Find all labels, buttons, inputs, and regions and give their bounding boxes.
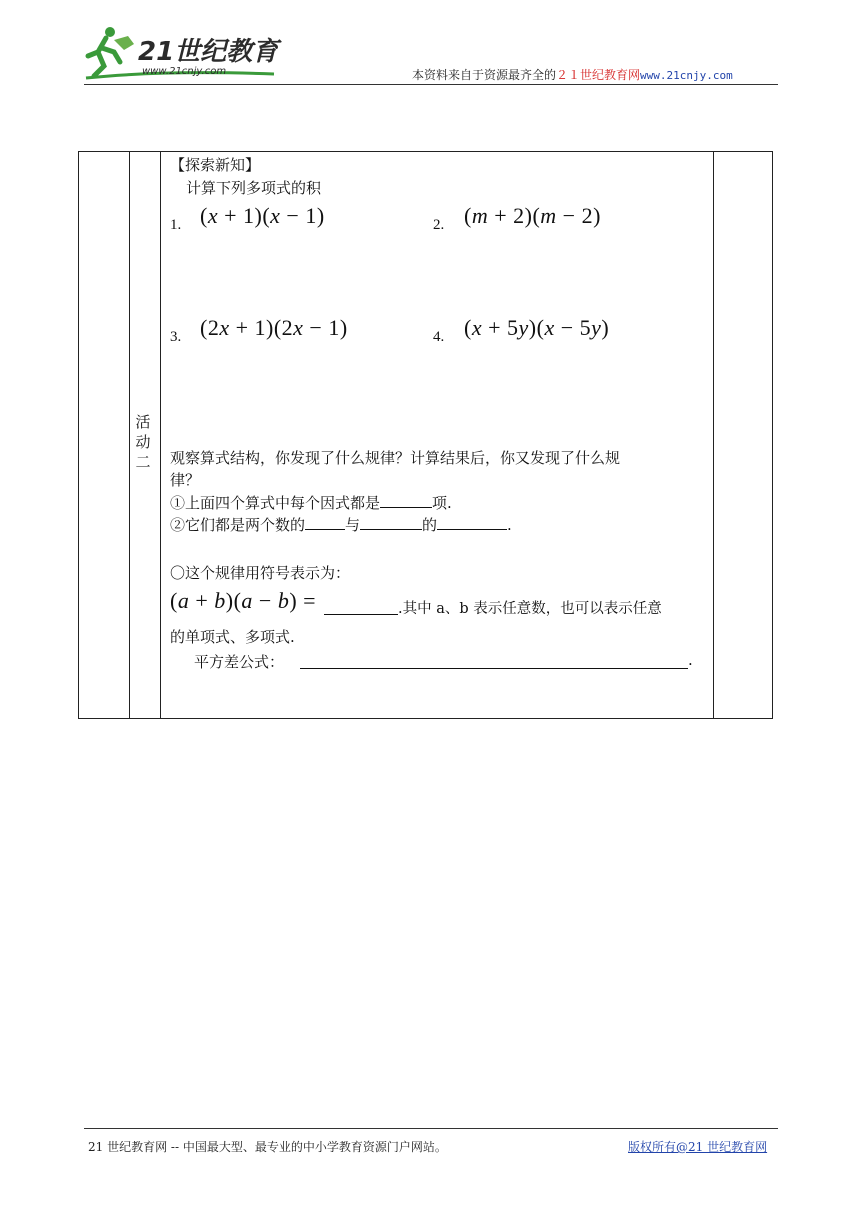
- logo-wordmark: 21世纪教育: [138, 37, 279, 67]
- question-1-blank[interactable]: [380, 493, 432, 508]
- question-2: [170, 514, 512, 535]
- formula-explanation: .其中 a、b 表示任意数，也可以表示任意: [398, 601, 662, 617]
- logo-url: www.21cnjy.com: [142, 66, 227, 77]
- problem-2-expression: (m + 2)(m − 2): [464, 203, 601, 228]
- table-column-divider: [160, 152, 161, 718]
- problem-4-number: 4.: [433, 329, 445, 345]
- question-2-blank-3[interactable]: [437, 515, 507, 530]
- header-note-url[interactable]: www.21cnjy.com: [640, 69, 733, 82]
- site-logo: [84, 22, 284, 84]
- footer-divider: [84, 1128, 778, 1129]
- question-2-text: ②它们都是两个数的: [170, 516, 306, 534]
- rule-intro: 〇这个规律用符号表示为：: [170, 564, 351, 582]
- instruction-text: 计算下列多项式的积: [186, 179, 322, 197]
- question-1-text: ①上面四个算式中每个因式都是: [170, 494, 381, 512]
- activity-label: [133, 412, 153, 472]
- problem-3-expression: (2x + 1)(2x − 1): [200, 315, 348, 340]
- observe-question-line2: 律？: [170, 471, 201, 489]
- formula-name-blank[interactable]: [300, 654, 688, 669]
- header-divider: [84, 84, 778, 85]
- formula-name-end: .: [688, 651, 693, 669]
- question-2-suffix: .: [507, 516, 512, 534]
- activity-label-char: 二: [135, 453, 151, 471]
- section-title: 【探索新知】: [170, 156, 261, 174]
- header-note-prefix: 本资料来自于资源最齐全的: [412, 68, 557, 82]
- footer-tagline: 21 世纪教育网 -- 中国最大型、最专业的中小学教育资源门户网站。: [88, 1140, 447, 1154]
- problem-2-number: 2.: [433, 217, 445, 233]
- footer-copyright-link[interactable]: 版权所有@21 世纪教育网: [628, 1140, 768, 1154]
- question-1-suffix: 项.: [432, 494, 452, 512]
- question-2-blank-1[interactable]: [305, 515, 345, 530]
- problem-1-number: 1.: [170, 217, 182, 233]
- header-source-note: [412, 66, 733, 83]
- table-column-divider: [129, 152, 130, 718]
- problem-1-expression: (x + 1)(x − 1): [200, 203, 325, 228]
- activity-label-char: 活: [135, 413, 151, 431]
- activity-label-char: 动: [135, 433, 151, 451]
- problem-4-expression: (x + 5y)(x − 5y): [464, 315, 610, 340]
- question-2-blank-2[interactable]: [360, 515, 422, 530]
- header-note-brand: ２１世纪教育网: [556, 68, 641, 82]
- observe-question-line1: 观察算式结构，你发现了什么规律？计算结果后，你又发现了什么规: [170, 449, 621, 467]
- formula-lhs: (a + b)(a − b) =: [170, 588, 323, 613]
- question-1: [170, 492, 452, 513]
- question-2-connector: 与: [345, 516, 361, 534]
- question-2-connector: 的: [422, 516, 438, 534]
- formula-explanation-cont: 的单项式、多项式.: [170, 628, 295, 646]
- formula-blank[interactable]: [324, 600, 398, 615]
- problem-3-number: 3.: [170, 329, 182, 345]
- table-column-divider: [713, 152, 714, 718]
- formula-name-label: 平方差公式：: [194, 653, 285, 671]
